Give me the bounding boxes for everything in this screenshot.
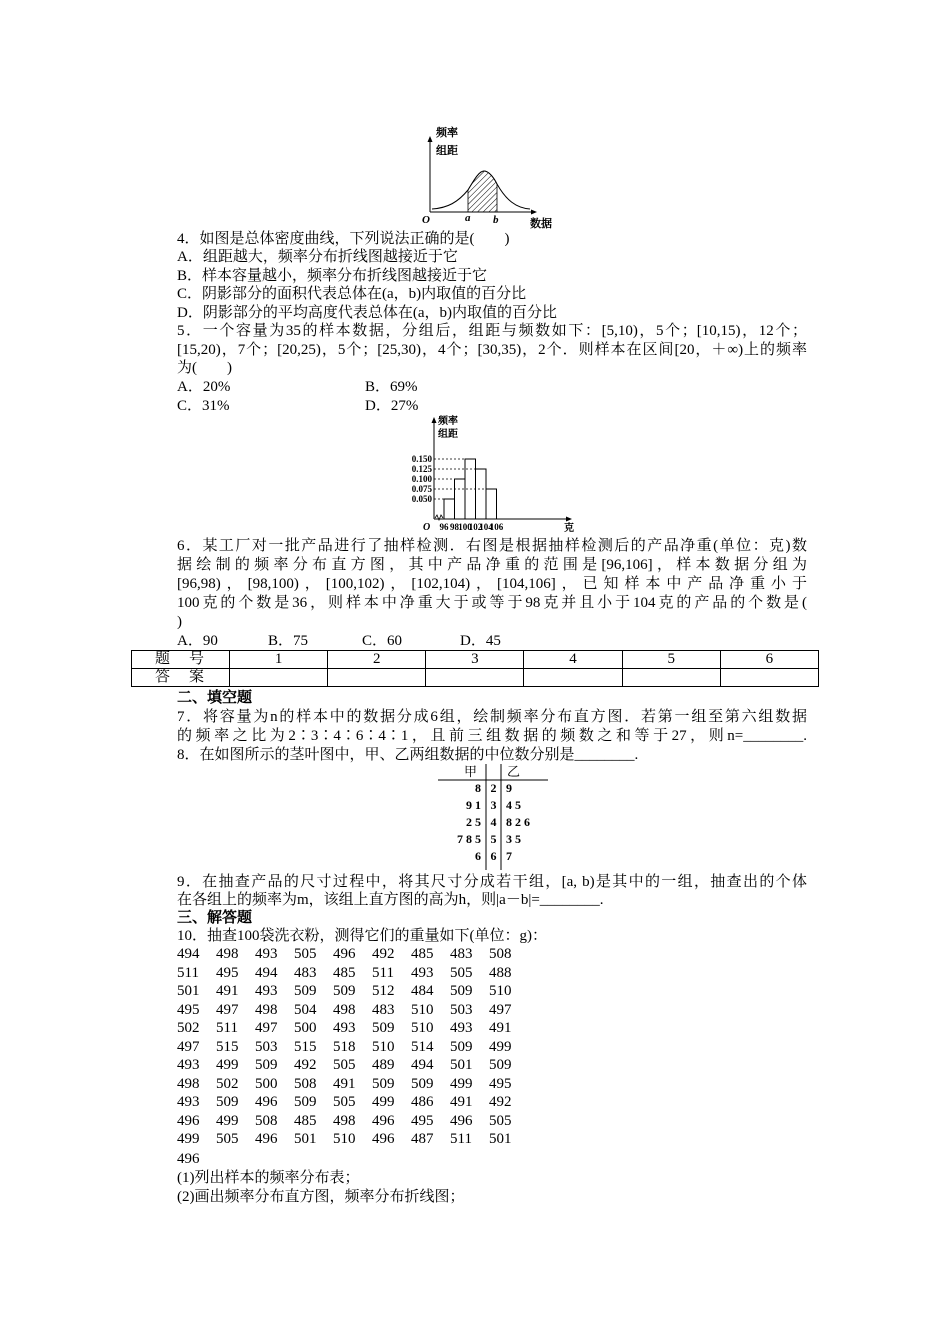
table-cell: 494 <box>411 1057 434 1073</box>
q10-last-value: 496 <box>177 1151 200 1167</box>
section-3-heading: 三、解答题 <box>177 910 253 926</box>
answer-table-answer-header: 答 案 <box>132 669 230 687</box>
table-cell: 505 <box>333 1094 356 1110</box>
table-cell: 501 <box>489 1131 512 1147</box>
stem-leaf-plot <box>426 762 556 872</box>
q5-option-a: A．20% <box>177 379 231 395</box>
q4-option-d: D．阴影部分的平均高度代表总体在(a，b)内取值的百分比 <box>177 305 557 321</box>
table-cell: 505 <box>489 1112 512 1129</box>
table-cell: 509 <box>450 1038 473 1055</box>
answer-table-number: 4 <box>524 651 622 669</box>
x-tick-label: 102 <box>468 522 483 532</box>
table-cell: 499 <box>372 1094 395 1110</box>
answer-table-number: 2 <box>328 651 426 669</box>
table-cell: 485 <box>294 1112 317 1129</box>
table-cell: 510 <box>489 983 512 999</box>
table-cell: 496 <box>177 1112 200 1129</box>
table-cell: 514 <box>411 1038 434 1055</box>
stem-leaf-left: 6 <box>475 849 481 863</box>
table-cell: 502 <box>216 1075 239 1092</box>
table-cell: 493 <box>177 1057 200 1073</box>
frequency-histogram <box>398 413 583 533</box>
table-cell: 485 <box>411 946 434 962</box>
table-cell: 509 <box>333 983 356 999</box>
table-cell: 496 <box>372 1131 395 1147</box>
table-cell: 509 <box>294 1094 317 1110</box>
table-cell: 501 <box>294 1131 317 1147</box>
table-cell: 493 <box>255 983 278 999</box>
table-cell: 511 <box>177 964 199 981</box>
table-row <box>177 1056 528 1075</box>
table-cell: 498 <box>333 1001 356 1018</box>
q4-stem: 4．如图是总体密度曲线，下列说法正确的是( ) <box>177 231 510 247</box>
table-cell: 491 <box>333 1075 356 1092</box>
table-cell: 510 <box>333 1131 356 1147</box>
q10-part2: (2)画出频率分布直方图，频率分布折线图； <box>177 1189 465 1205</box>
y-axis-arrow <box>432 417 437 423</box>
fig1-b-label: b <box>493 214 499 226</box>
q5-option-d: D．27% <box>365 398 419 414</box>
table-cell: 503 <box>255 1038 278 1055</box>
q10-data-table <box>177 945 528 1149</box>
answer-cell[interactable] <box>720 669 818 687</box>
q6-option-b: B．75 <box>268 633 309 649</box>
stem-leaf-right-title: 乙 <box>507 764 521 779</box>
q5-line2: [15,20)，7个；[20,25)，5个；[25,30)，4个；[30,35)，2个．则样本在区间[20，＋∞)上的频率 <box>177 342 807 358</box>
table-cell: 510 <box>372 1038 395 1055</box>
table-cell: 495 <box>177 1001 200 1018</box>
q5-line1: 5．一个容量为35的样本数据，分组后，组距与频数如下：[5,10)，5个；[10,15)，12个； <box>177 323 807 339</box>
answer-table-number: 6 <box>720 651 818 669</box>
q5-line3: 为( ) <box>177 360 232 376</box>
table-cell: 505 <box>450 964 473 981</box>
table-cell: 515 <box>294 1038 317 1055</box>
section-2-heading: 二、填空题 <box>177 690 253 706</box>
q5-option-c: C．31% <box>177 398 230 414</box>
table-cell: 505 <box>216 1131 239 1147</box>
table-cell: 496 <box>255 1094 278 1110</box>
table-cell: 497 <box>255 1020 278 1036</box>
stem-leaf-left-title: 甲 <box>464 764 478 779</box>
stem-leaf-stem: 2 <box>490 781 497 795</box>
table-cell: 511 <box>450 1131 472 1147</box>
table-cell: 495 <box>489 1075 512 1092</box>
table-cell: 501 <box>450 1057 473 1073</box>
table-cell: 493 <box>411 964 434 981</box>
y-axis-label-top: 频率 <box>438 416 458 427</box>
table-cell: 493 <box>450 1020 473 1036</box>
table-row <box>177 964 528 983</box>
table-cell: 499 <box>216 1057 239 1073</box>
table-cell: 505 <box>333 1057 356 1073</box>
table-cell: 509 <box>216 1094 239 1110</box>
q6-line4: 100克的个数是36，则样本中净重大于或等于98克并且小于104克的产品的个数是( <box>177 595 807 611</box>
table-row <box>177 1001 528 1020</box>
stem-leaf-right: 4 5 <box>506 798 521 812</box>
histogram-bar <box>444 499 455 519</box>
stem-leaf-stem: 3 <box>490 798 497 812</box>
table-cell: 509 <box>450 983 473 999</box>
q10-intro: 10．抽查100袋洗衣粉，测得它们的重量如下(单位：g)： <box>177 928 547 944</box>
table-cell: 483 <box>450 946 473 962</box>
table-cell: 487 <box>411 1131 434 1147</box>
q4-option-b: B．样本容量越小，频率分布折线图越接近于它 <box>177 268 488 284</box>
table-cell: 496 <box>333 946 356 962</box>
fig1-a-label: a <box>465 212 471 224</box>
table-cell: 509 <box>372 1020 395 1036</box>
table-cell: 499 <box>177 1131 200 1147</box>
x-tick-label: 106 <box>489 522 504 532</box>
table-cell: 497 <box>177 1038 200 1055</box>
table-cell: 505 <box>294 946 317 962</box>
answer-table-number: 5 <box>622 651 720 669</box>
table-cell: 491 <box>450 1094 473 1110</box>
table-cell: 483 <box>294 964 317 981</box>
table-cell: 500 <box>294 1020 317 1036</box>
answer-table-number-header: 题 号 <box>132 651 230 669</box>
answer-table-answer-row <box>132 669 819 687</box>
stem-leaf-left: 8 <box>475 781 481 795</box>
y-tick-label: 0.050 <box>411 494 432 504</box>
table-cell: 509 <box>255 1057 278 1073</box>
fig1-xlabel: 数据 <box>530 218 552 230</box>
answer-cell[interactable] <box>328 669 426 687</box>
table-cell: 491 <box>216 983 239 999</box>
table-cell: 499 <box>489 1038 512 1055</box>
q7-line2: 的频率之比为2∶3∶4∶6∶4∶1，且前三组数据的频数之和等于27，则n=________. <box>177 728 807 744</box>
table-cell: 499 <box>450 1075 473 1092</box>
table-cell: 489 <box>372 1057 395 1073</box>
q5-option-b: B．69% <box>365 379 418 395</box>
answer-cell[interactable] <box>230 669 328 687</box>
density-curve-figure <box>418 124 563 232</box>
fig1-ylabel-bottom: 组距 <box>436 145 458 157</box>
table-row <box>177 982 528 1001</box>
table-cell: 493 <box>177 1094 200 1110</box>
x-axis-arrow <box>566 517 572 522</box>
stem-leaf-left: 2 5 <box>466 815 481 829</box>
table-cell: 509 <box>372 1075 395 1092</box>
table-cell: 504 <box>294 1001 317 1018</box>
stem-leaf-stem: 4 <box>490 815 497 829</box>
q8-text: 8．在如图所示的茎叶图中，甲、乙两组数据的中位数分别是________. <box>177 747 639 763</box>
table-cell: 508 <box>489 946 512 962</box>
stem-leaf-right: 7 <box>506 849 512 863</box>
y-tick-label: 0.150 <box>411 454 432 464</box>
table-cell: 497 <box>489 1001 512 1018</box>
table-cell: 511 <box>216 1020 238 1036</box>
table-cell: 491 <box>489 1020 512 1036</box>
table-row <box>177 1075 528 1094</box>
answer-cell[interactable] <box>524 669 622 687</box>
table-row <box>177 945 528 964</box>
table-cell: 498 <box>333 1112 356 1129</box>
stem-leaf-stem: 5 <box>490 832 497 846</box>
q7-line1: 7．将容量为n的样本中的数据分成6组，绘制频率分布直方图．若第一组至第六组数据 <box>177 709 807 725</box>
x-axis-label: 克 <box>564 523 574 533</box>
table-row <box>177 1130 528 1149</box>
x-tick-label: 98 <box>450 522 459 532</box>
answer-table-number: 3 <box>426 651 524 669</box>
table-cell: 492 <box>372 946 395 962</box>
table-cell: 509 <box>294 983 317 999</box>
table-cell: 502 <box>177 1020 200 1036</box>
table-cell: 499 <box>216 1112 239 1129</box>
q6-option-c: C．60 <box>362 633 403 649</box>
q4-option-c: C．阴影部分的面积代表总体在(a，b)内取值的百分比 <box>177 286 527 302</box>
table-cell: 497 <box>216 1001 239 1018</box>
table-row <box>177 1038 528 1057</box>
q6-option-a: A．90 <box>177 633 218 649</box>
origin-label: O <box>423 522 431 533</box>
table-cell: 488 <box>489 964 512 981</box>
fig1-ylabel-top: 频率 <box>436 127 458 139</box>
stem-leaf-right: 9 <box>506 781 512 795</box>
table-cell: 510 <box>411 1001 434 1018</box>
table-cell: 501 <box>177 983 200 999</box>
stem-leaf-right: 3 5 <box>506 832 521 846</box>
table-cell: 518 <box>333 1038 356 1055</box>
histogram-bar <box>476 469 487 519</box>
answer-table-number-row <box>132 651 819 669</box>
histogram-bar <box>455 479 466 519</box>
y-axis-arrow <box>428 136 433 142</box>
q10-part1: (1)列出样本的频率分布表； <box>177 1170 360 1186</box>
q9-line1: 9．在抽查产品的尺寸过程中，将其尺寸分成若干组，[a, b)是其中的一组，抽查出的个体 <box>177 874 807 890</box>
q6-line3: [96,98)，[98,100)，[100,102)，[102,104)，[104,106]，已知样本中产品净重小于 <box>177 576 807 592</box>
table-cell: 492 <box>294 1057 317 1073</box>
table-cell: 508 <box>294 1075 317 1092</box>
table-cell: 509 <box>411 1075 434 1092</box>
table-cell: 512 <box>372 983 395 999</box>
table-cell: 495 <box>411 1112 434 1129</box>
y-tick-label: 0.075 <box>411 484 432 494</box>
table-row <box>177 1093 528 1112</box>
table-cell: 496 <box>450 1112 473 1129</box>
stem-leaf-stem: 6 <box>490 849 497 863</box>
q6-option-d: D．45 <box>460 633 501 649</box>
table-cell: 498 <box>255 1001 278 1018</box>
stem-leaf-left: 9 1 <box>466 798 481 812</box>
stem-leaf-right: 8 2 6 <box>506 815 530 829</box>
table-cell: 495 <box>216 964 239 981</box>
answer-cell[interactable] <box>622 669 720 687</box>
answer-table-number: 1 <box>230 651 328 669</box>
table-cell: 515 <box>216 1038 239 1055</box>
table-cell: 509 <box>489 1057 512 1073</box>
table-cell: 496 <box>255 1131 278 1147</box>
table-cell: 508 <box>255 1112 278 1129</box>
histogram-bar <box>486 489 497 519</box>
q6-line1: 6．某工厂对一批产品进行了抽样检测．右图是根据抽样检测后的产品净重(单位：克)数 <box>177 538 807 554</box>
table-cell: 498 <box>177 1075 200 1092</box>
table-cell: 485 <box>333 964 356 981</box>
y-tick-label: 0.100 <box>411 474 432 484</box>
table-cell: 493 <box>255 946 278 962</box>
table-cell: 498 <box>216 946 239 962</box>
fig1-origin: O <box>422 214 430 226</box>
table-cell: 496 <box>372 1112 395 1129</box>
x-tick-label: 100 <box>458 522 472 532</box>
table-cell: 494 <box>255 964 278 981</box>
q6-line2: 据绘制的频率分布直方图，其中产品净重的范围是[96,106]，样本数据分组为 <box>177 557 807 573</box>
y-axis-label-bottom: 组距 <box>438 429 458 440</box>
table-row <box>177 1112 528 1131</box>
table-row <box>177 1019 528 1038</box>
x-tick-label: 96 <box>439 522 449 532</box>
q4-option-a: A．组距越大，频率分布折线图越接近于它 <box>177 249 458 265</box>
table-cell: 503 <box>450 1001 473 1018</box>
table-cell: 510 <box>411 1020 434 1036</box>
answer-table <box>131 650 819 687</box>
table-cell: 494 <box>177 946 200 962</box>
q6-line5: ) <box>177 614 182 630</box>
table-cell: 500 <box>255 1075 278 1092</box>
table-cell: 492 <box>489 1094 512 1110</box>
stem-leaf-left: 7 8 5 <box>457 832 481 846</box>
q9-line2: 在各组上的频率为m，该组上直方图的高为h，则|a－b|=________. <box>177 892 604 908</box>
table-cell: 493 <box>333 1020 356 1036</box>
x-axis-arrow <box>531 210 537 215</box>
table-cell: 486 <box>411 1094 434 1110</box>
x-tick-label: 104 <box>479 522 493 532</box>
table-cell: 511 <box>372 964 394 981</box>
table-cell: 484 <box>411 983 434 999</box>
y-tick-label: 0.125 <box>411 464 432 474</box>
table-cell: 483 <box>372 1001 395 1018</box>
answer-cell[interactable] <box>426 669 524 687</box>
